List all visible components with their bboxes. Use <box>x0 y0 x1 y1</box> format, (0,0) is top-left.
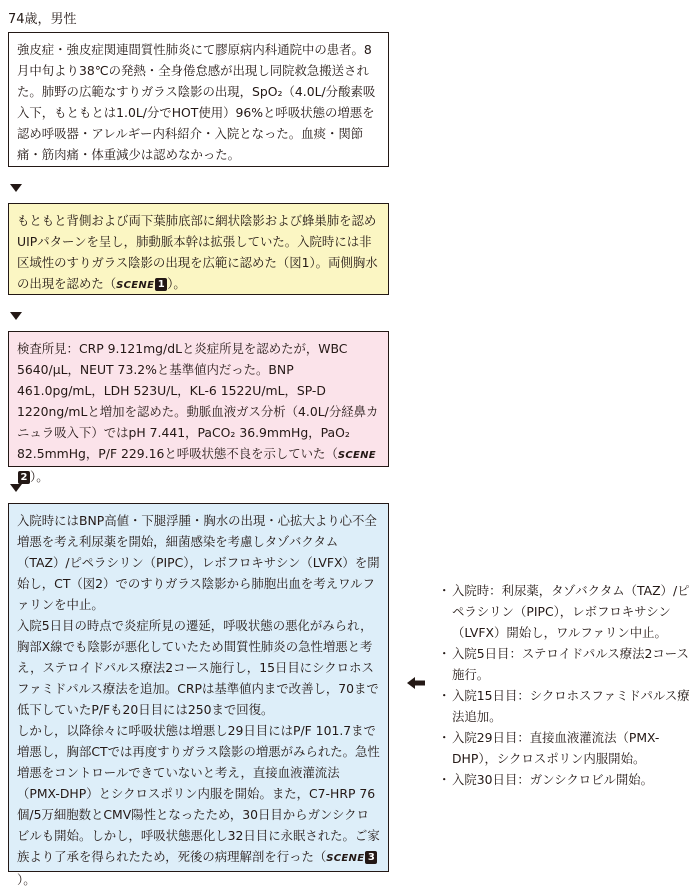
down-arrow-icon <box>10 184 22 192</box>
history-text: 強皮症・強皮症関連間質性肺炎にて膠原病内科通院中の患者。8月中旬より38℃の発熱・全身倦怠感が出現し同院救急搬送された。肺野の広範なすりガラス陰影の出現，SpO₂（4.0L/分酸素吸入下，もともとは1.0L/分でHOT使用）96%と呼吸状態の増悪を認め呼吸器・アレルギー内科紹介・入院となった。血痰・関節痛・筋肉痛・体重減少は認めなかった。 <box>17 42 376 162</box>
lab-findings-box <box>8 331 389 484</box>
course-paragraph-3: しかし，以降徐々に呼吸状態は増悪し29日目にはP/F 101.7まで増悪し，胸部CTでは再度すりガラス陰影の増悪がみられた。急性増悪をコントロールできていないと考え，直接血液灌流法（PMX-DHP）とシクロスポリン内服を開始。また，C7-HRP 76個/5万細胞数とCMV陽性となったため，30日目からガンシクロビルも開始。しかし，呼吸状態悪化し32日目に永眠された。ご家族より了承を得られたため，死後の病理解剖を行った（SCENE 3）。 <box>17 723 380 887</box>
scene-label: SCENE <box>116 280 155 291</box>
imaging-text: もともと背側および両下葉肺底部に網状陰影および蜂巣肺を認めUIPパターンを呈し，肺動脈本幹は拡張していた。入院時には非区域性のすりガラス陰影の出現を広範に認めた（図1）。両側胸水の出現を認めた（SCENE 1 ）。 <box>17 213 378 291</box>
summary-item: ・ 入院時：利尿薬，タゾバクタム（TAZ）/ピペラシリン（PIPC），レボフロキサシン（LVFX）開始し，ワルファリン中止。 <box>440 580 692 643</box>
lab-findings-text: 検査所見：CRP 9.121mg/dLと炎症所見を認めたが，WBC 5640/μL，NEUT 73.2%と基準値内だった。BNP 461.0pg/mL，LDH 523U/L，KL-6 1522U/mL，SP-D 1220ng/mLと増加を認めた。動脈血液ガス分析（4.0L/分経鼻カニュラ吸入下）ではpH 7.441，PaCO₂ 36.9mmHg，PaO₂ 82.5mmHg，P/F 229.16と呼吸状態不良を示していた（SCENE2 ）。 <box>17 341 379 484</box>
clinical-course-box <box>8 503 389 887</box>
summary-item: ・ 入院30日目：ガンシクロビル開始。 <box>440 769 692 790</box>
scene-number-badge: 2 <box>18 471 30 484</box>
down-arrow-icon <box>10 484 22 492</box>
scene-number-badge: 1 <box>155 278 167 291</box>
imaging-box <box>8 203 389 295</box>
scene-number-badge: 3 <box>365 851 377 864</box>
course-paragraph-1: 入院時にはBNP高値・下腿浮腫・胸水の出現・心拡大より心不全増悪を考え利尿薬を開始，細菌感染を考慮しタゾバクタム（TAZ）/ピペラシリン（PIPC），レボフロキサシン（LVFX）を開始し，CT（図2）でのすりガラス陰影から肺胞出血を考えワルファリンを中止。 <box>17 513 380 612</box>
left-arrow-icon <box>407 677 425 689</box>
course-paragraph-2: 入院5日目の時点で炎症所見の遷延，呼吸状態の悪化がみられ，胸部X線でも陰影が悪化していたため間質性肺炎の急性増悪と考え，ステロイドパルス療法2コース施行し，15日目にシクロホスファミドパルス療法を追加。CRPは基準値内まで改善し，70まで低下していたP/Fも20日目には250まで回復。 <box>17 618 379 717</box>
scene-label: SCENE <box>326 853 365 864</box>
patient-info: 74歳，男性 <box>8 12 77 27</box>
summary-item: ・ 入院5日目：ステロイドパルス療法2コース施行。 <box>440 643 692 685</box>
history-box <box>8 32 389 167</box>
summary-item: ・ 入院15日目：シクロホスファミドパルス療法追加。 <box>440 685 692 727</box>
down-arrow-icon <box>10 312 22 320</box>
scene-label: SCENE <box>337 450 376 461</box>
summary-item: ・ 入院29日目：直接血液灌流法（PMX-DHP），シクロスポリン内服開始。 <box>440 727 692 769</box>
treatment-summary <box>440 580 692 790</box>
